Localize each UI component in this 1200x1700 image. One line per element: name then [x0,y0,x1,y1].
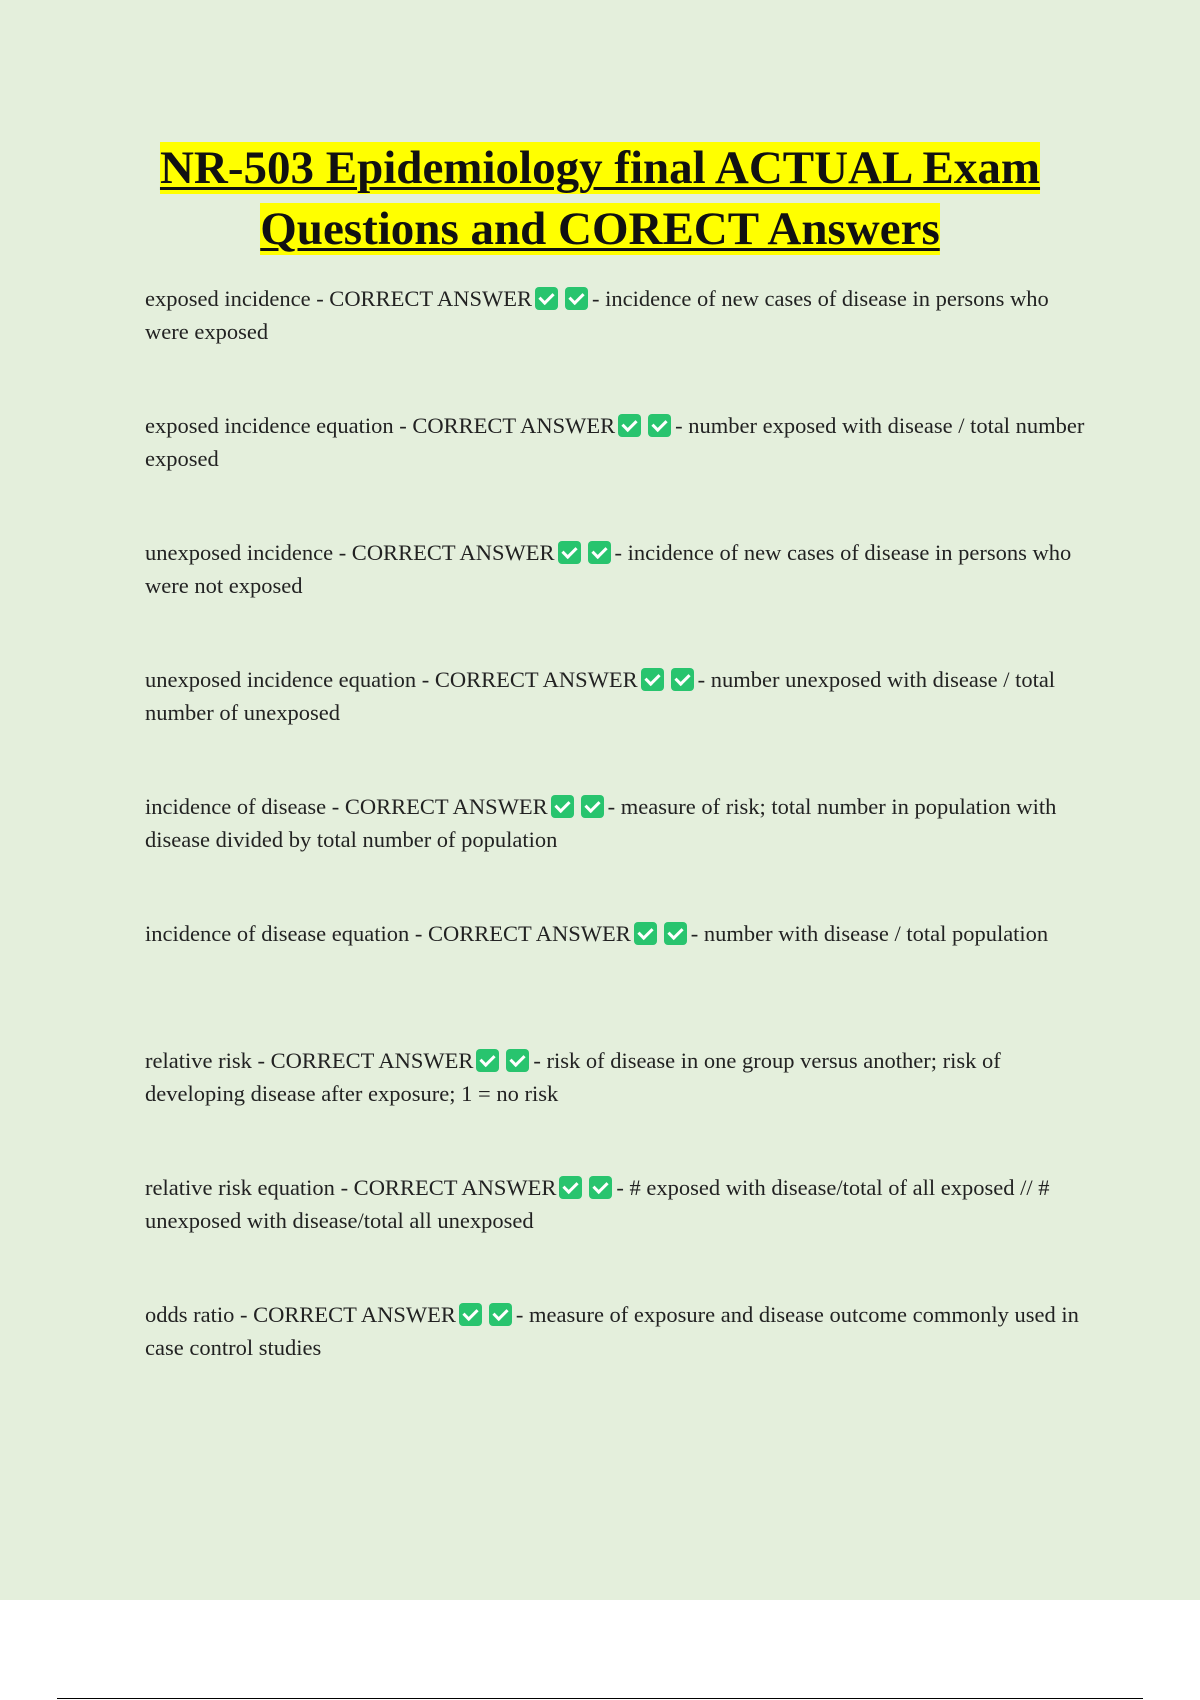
entry-term: unexposed incidence [145,540,334,565]
check-badge-icon [506,1049,529,1072]
qa-entry [145,282,1085,409]
document-title [100,138,1100,260]
entry-definition: - risk of disease in one group versus another; risk of developing disease after exposure; 1 = no risk [145,1048,1001,1106]
check-badge-icon [551,795,574,818]
title-line-1-text: NR-503 Epidemiology final ACTUAL Exam [159,142,1041,194]
check-badge-icon [618,414,641,437]
qa-entry [145,1044,1085,1171]
check-badge-icon [671,668,694,691]
entry-term: odds ratio [145,1302,235,1327]
check-badge-icon [581,795,604,818]
correct-answer-marker: - CORRECT ANSWER [414,921,631,946]
entry-term: incidence of disease equation [145,921,410,946]
check-badge-icon [476,1049,499,1072]
correct-answer-marker: - CORRECT ANSWER [338,540,555,565]
entry-definition: - number unexposed with disease / total number of unexposed [145,667,1056,725]
check-badge-icon [489,1303,512,1326]
check-badge-icon [634,922,657,945]
entry-definition: - number exposed with disease / total number exposed [145,413,1085,471]
entry-term: unexposed incidence equation [145,667,417,692]
correct-answer-marker: - CORRECT ANSWER [340,1175,557,1200]
check-badge-icon [459,1303,482,1326]
check-badge-icon [559,1176,582,1199]
entry-definition: - incidence of new cases of disease in persons who were not exposed [145,540,1072,598]
check-badge-icon [558,541,581,564]
correct-answer-marker: - CORRECT ANSWER [399,413,616,438]
entry-term: relative risk equation [145,1175,335,1200]
entry-definition: - measure of exposure and disease outcome commonly used in case control studies [145,1302,1079,1360]
check-badge-icon [588,541,611,564]
entry-definition: - incidence of new cases of disease in persons who were exposed [145,286,1049,344]
footer-divider [57,1698,1143,1699]
entry-term: exposed incidence [145,286,311,311]
title-line-2-text: Questions and CORECT Answers [260,203,940,255]
check-badge-icon [535,287,558,310]
entry-definition: - # exposed with disease/total of all exposed // # unexposed with disease/total all unexposed [145,1175,1050,1233]
qa-entry [145,409,1085,536]
correct-answer-marker: - CORRECT ANSWER [421,667,638,692]
entry-definition: - measure of risk; total number in population with disease divided by total number of population [145,794,1057,852]
qa-entry [145,1298,1085,1425]
entry-definition: - number with disease / total population [690,921,1049,946]
qa-entry [145,790,1085,917]
correct-answer-marker: - CORRECT ANSWER [240,1302,456,1327]
qa-entry [145,663,1085,790]
qa-entry [145,536,1085,663]
qa-entry [145,917,1085,1044]
entry-term: relative risk [145,1048,252,1073]
correct-answer-marker: - CORRECT ANSWER [257,1048,474,1073]
check-badge-icon [664,922,687,945]
entry-term: incidence of disease [145,794,327,819]
title-line-2 [100,199,1100,260]
check-badge-icon [565,287,588,310]
qa-entry [145,1171,1085,1298]
check-badge-icon [589,1176,612,1199]
check-badge-icon [641,668,664,691]
correct-answer-marker: - CORRECT ANSWER [316,286,533,311]
correct-answer-marker: - CORRECT ANSWER [331,794,548,819]
entry-term: exposed incidence equation [145,413,394,438]
qa-entry-list [145,282,1085,1425]
check-badge-icon [648,414,671,437]
title-line-1 [100,138,1100,199]
